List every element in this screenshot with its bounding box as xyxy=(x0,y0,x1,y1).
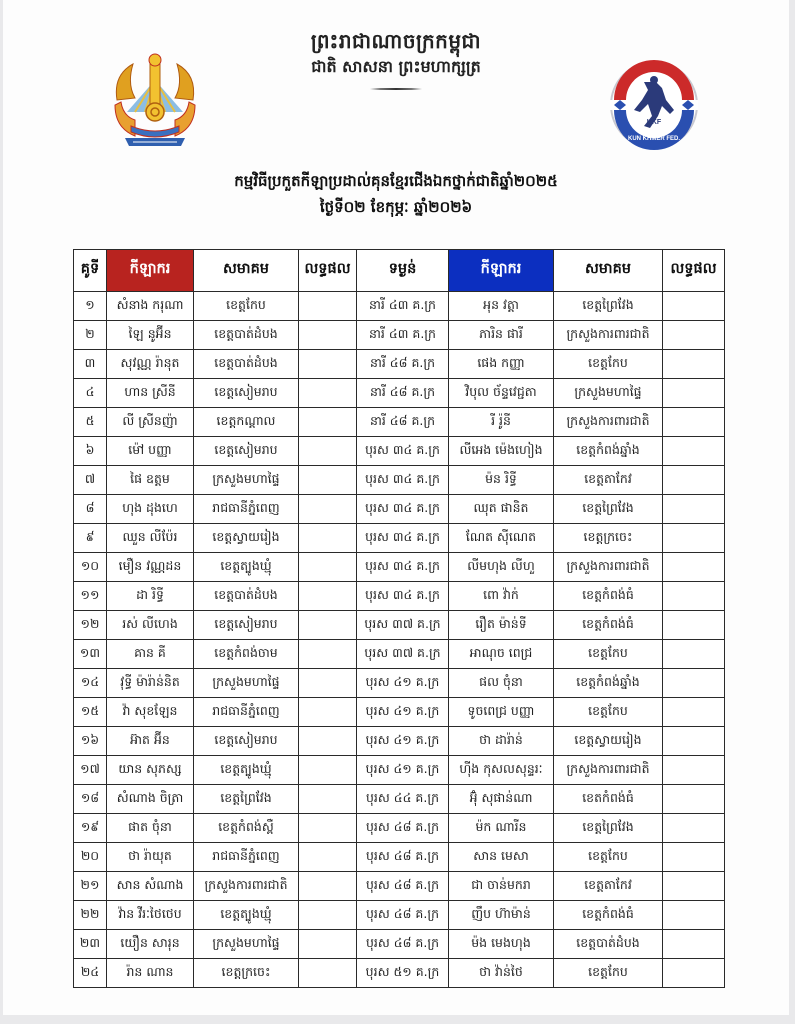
header-blue-fighter: កីឡាករ xyxy=(449,250,554,292)
blue-result xyxy=(663,785,725,814)
header-red-club: សមាគម xyxy=(194,250,299,292)
table-row xyxy=(74,321,725,350)
table-row xyxy=(74,727,725,756)
red-fighter: យាន សុភស្ស xyxy=(107,756,194,785)
blue-club: ខេត្តកែប xyxy=(554,959,663,988)
red-fighter: ដា រិទ្ធី xyxy=(107,582,194,611)
red-club: ខេត្តបាត់ដំបង xyxy=(194,321,299,350)
blue-result xyxy=(663,872,725,901)
blue-result xyxy=(663,495,725,524)
red-fighter: សុវណ្ណ រ៉ានុត xyxy=(107,350,194,379)
red-result xyxy=(299,495,357,524)
blue-club: ក្រសួងការពារជាតិ xyxy=(554,321,663,350)
blue-result xyxy=(663,959,725,988)
red-club: ខេត្តបាត់ដំបង xyxy=(194,350,299,379)
red-fighter: វ៉ា សុខឡែន xyxy=(107,698,194,727)
blue-fighter: ថា វ៉ាន់ថៃ xyxy=(449,959,554,988)
match-no: ២២ xyxy=(74,901,107,930)
red-result xyxy=(299,582,357,611)
table-row xyxy=(74,814,725,843)
weight-class: បុរស ៤៨ គ.ក្រ xyxy=(357,872,449,901)
red-fighter: មឿន វណ្ណដន xyxy=(107,553,194,582)
red-result xyxy=(299,901,357,930)
weight-class: បុរស ៣៧ គ.ក្រ xyxy=(357,640,449,669)
match-no: ១៨ xyxy=(74,785,107,814)
match-no: ១៦ xyxy=(74,727,107,756)
red-club: រាជធានីភ្នំពេញ xyxy=(194,843,299,872)
match-no: ២៤ xyxy=(74,959,107,988)
blue-fighter: ណែត ស៊ីណេត xyxy=(449,524,554,553)
blue-result xyxy=(663,437,725,466)
red-club: ខេត្តសៀមរាប xyxy=(194,727,299,756)
red-club: ខេត្តសៀមរាប xyxy=(194,611,299,640)
red-fighter: សាន សំណាង xyxy=(107,872,194,901)
red-result xyxy=(299,611,357,640)
weight-class: បុរស ៤១ គ.ក្រ xyxy=(357,698,449,727)
match-no: ១៣ xyxy=(74,640,107,669)
match-no: ៨ xyxy=(74,495,107,524)
red-club: ខេត្តកណ្ដាល xyxy=(194,408,299,437)
blue-result xyxy=(663,292,725,321)
blue-fighter: ភារិន ផារី xyxy=(449,321,554,350)
blue-fighter: ឈុត ផានិត xyxy=(449,495,554,524)
match-no: ៥ xyxy=(74,408,107,437)
match-no: ១០ xyxy=(74,553,107,582)
blue-fighter: ញឹប ហ៊ាម៉ាន់ xyxy=(449,901,554,930)
blue-club: ខេត្តព្រៃវែង xyxy=(554,814,663,843)
weight-class: បុរស ៤៨ គ.ក្រ xyxy=(357,843,449,872)
blue-fighter: ហ៊ីង កុសលសុន្ទរៈ xyxy=(449,756,554,785)
red-club: ក្រសួងមហាផ្ទៃ xyxy=(194,930,299,959)
table-row xyxy=(74,901,725,930)
table-row xyxy=(74,553,725,582)
weight-class: បុរស ៣៤ គ.ក្រ xyxy=(357,437,449,466)
red-fighter: សំណាង ចិត្រា xyxy=(107,785,194,814)
blue-result xyxy=(663,756,725,785)
header-red-result: លទ្ធផល xyxy=(299,250,357,292)
table-row xyxy=(74,466,725,495)
header-weight: ទម្ងន់ xyxy=(357,250,449,292)
table-row xyxy=(74,756,725,785)
match-no: ១១ xyxy=(74,582,107,611)
kingdom-heading: ព្រះរាជាណាចក្រកម្ពុជា xyxy=(310,29,482,53)
red-result xyxy=(299,669,357,698)
weight-class: បុរស ៣៤ គ.ក្រ xyxy=(357,582,449,611)
red-club: ខេត្តកំពង់ចាម xyxy=(194,640,299,669)
blue-club: ខេតកំពង់ធំ xyxy=(554,785,663,814)
red-club: ខេត្តត្បូងឃ្មុំ xyxy=(194,553,299,582)
red-fighter: រស់ លីហេង xyxy=(107,611,194,640)
table-row xyxy=(74,582,725,611)
blue-fighter: លីអេង ម៉េងហៀង xyxy=(449,437,554,466)
weight-class: បុរស ៣៤ គ.ក្រ xyxy=(357,466,449,495)
red-club: រាជធានីភ្នំពេញ xyxy=(194,698,299,727)
red-club: ខេត្តសៀមរាប xyxy=(194,437,299,466)
red-club: ខេត្តត្បូងឃ្មុំ xyxy=(194,901,299,930)
red-result xyxy=(299,930,357,959)
blue-result xyxy=(663,698,725,727)
weight-class: បុរស ៤៨ គ.ក្រ xyxy=(357,930,449,959)
blue-club: ខេត្តកែប xyxy=(554,843,663,872)
table-row xyxy=(74,379,725,408)
blue-club: ខេត្តតាកែវ xyxy=(554,872,663,901)
blue-fighter: សាន មេសា xyxy=(449,843,554,872)
weight-class: នារី ៤៨ គ.ក្រ xyxy=(357,379,449,408)
table-row xyxy=(74,959,725,988)
match-schedule-table xyxy=(73,249,725,988)
blue-fighter: អាណុច ពេជ្រ xyxy=(449,640,554,669)
red-result xyxy=(299,640,357,669)
red-club: ខេត្តបាត់ដំបង xyxy=(194,582,299,611)
match-no: ២៣ xyxy=(74,930,107,959)
match-no: ១៧ xyxy=(74,756,107,785)
blue-club: ខេត្តកំពង់ធំ xyxy=(554,582,663,611)
header-match-no: គូទី xyxy=(74,250,107,292)
weight-class: នារី ៤៨ គ.ក្រ xyxy=(357,350,449,379)
table-row xyxy=(74,640,725,669)
weight-class: បុរស ៤៨ គ.ក្រ xyxy=(357,901,449,930)
blue-fighter: រឿត ម៉ាន់ទី xyxy=(449,611,554,640)
match-no: ១៩ xyxy=(74,814,107,843)
red-fighter: ហាន ស្រីនី xyxy=(107,379,194,408)
red-club: ខេត្តកំពង់ស្ពឺ xyxy=(194,814,299,843)
blue-club: ខេត្តកំពង់ឆ្នាំង xyxy=(554,437,663,466)
table-row xyxy=(74,350,725,379)
match-no: ២១ xyxy=(74,872,107,901)
match-no: ៦ xyxy=(74,437,107,466)
blue-result xyxy=(663,408,725,437)
red-club: ខេត្តព្រៃវែង xyxy=(194,785,299,814)
red-club: ខេត្តកែប xyxy=(194,292,299,321)
red-club: ខេត្តត្បូងឃ្មុំ xyxy=(194,756,299,785)
blue-fighter: ផេង កញ្ញា xyxy=(449,350,554,379)
table-row xyxy=(74,785,725,814)
blue-fighter: លីមហុង លីហួ xyxy=(449,553,554,582)
weight-class: បុរស ៤១ គ.ក្រ xyxy=(357,727,449,756)
blue-result xyxy=(663,640,725,669)
blue-club: ខេត្តកំពង់ឆ្នាំង xyxy=(554,669,663,698)
table-row xyxy=(74,669,725,698)
blue-fighter: ម៉ន រិទ្ធី xyxy=(449,466,554,495)
svg-text:KUN KHMER FED.: KUN KHMER FED. xyxy=(628,136,680,142)
blue-club: ខេត្តបាត់ដំបង xyxy=(554,930,663,959)
red-fighter: គាន គី xyxy=(107,640,194,669)
weight-class: បុរស ៤១ គ.ក្រ xyxy=(357,756,449,785)
blue-club: ក្រសួងការពារជាតិ xyxy=(554,756,663,785)
blue-fighter: អ៊ុំ សុផាន់ណា xyxy=(449,785,554,814)
blue-club: ក្រសួងការពារជាតិ xyxy=(554,408,663,437)
blue-fighter: ទូចពេជ្រ បញ្ញា xyxy=(449,698,554,727)
blue-fighter: ថា ដារ៉ាន់ xyxy=(449,727,554,756)
red-fighter: ផៃ ឧត្តម xyxy=(107,466,194,495)
blue-club: ខេត្តស្វាយរៀង xyxy=(554,727,663,756)
red-fighter: អ៊ាត អ៊ីន xyxy=(107,727,194,756)
blue-result xyxy=(663,582,725,611)
blue-result xyxy=(663,466,725,495)
match-no: ១២ xyxy=(74,611,107,640)
blue-club: ខេត្តកែប xyxy=(554,698,663,727)
weight-class: បុរស ៣៤ គ.ក្រ xyxy=(357,553,449,582)
table-body xyxy=(74,292,725,988)
svg-text:KKF: KKF xyxy=(646,119,662,126)
red-fighter: យឿន សារុន xyxy=(107,930,194,959)
blue-result xyxy=(663,727,725,756)
red-club: ខេត្តស្វាយរៀង xyxy=(194,524,299,553)
red-fighter: លី ស្រីនញ៉ា xyxy=(107,408,194,437)
red-fighter: វ៉ាន វីរៈថៃថេប xyxy=(107,901,194,930)
match-no: ១៥ xyxy=(74,698,107,727)
table-row xyxy=(74,930,725,959)
match-no: ៤ xyxy=(74,379,107,408)
red-result xyxy=(299,872,357,901)
red-fighter: ថា រ៉ាយុត xyxy=(107,843,194,872)
blue-club: ខេត្តតាកែវ xyxy=(554,466,663,495)
red-result xyxy=(299,553,357,582)
match-no: ៧ xyxy=(74,466,107,495)
blue-result xyxy=(663,930,725,959)
blue-result xyxy=(663,321,725,350)
blue-fighter: អុន វត្តា xyxy=(449,292,554,321)
match-no: ២០ xyxy=(74,843,107,872)
blue-club: ខេត្តក្រចេះ xyxy=(554,524,663,553)
blue-club: ខេត្តកែប xyxy=(554,640,663,669)
red-fighter: រ៉ាន ណាន xyxy=(107,959,194,988)
table-row xyxy=(74,524,725,553)
table-row xyxy=(74,437,725,466)
red-fighter: ឡៃ នូអ៊ីន xyxy=(107,321,194,350)
match-no: ១៤ xyxy=(74,669,107,698)
match-no: ១ xyxy=(74,292,107,321)
red-result xyxy=(299,408,357,437)
red-result xyxy=(299,437,357,466)
match-no: ៣ xyxy=(74,350,107,379)
red-club: ក្រសួងមហាផ្ទៃ xyxy=(194,466,299,495)
blue-club: ខេត្តកំពង់ធំ xyxy=(554,611,663,640)
red-result xyxy=(299,814,357,843)
document-page xyxy=(3,0,789,1015)
blue-club: ខេត្តកំពង់ធំ xyxy=(554,901,663,930)
red-result xyxy=(299,379,357,408)
red-result xyxy=(299,466,357,495)
match-no: ៩ xyxy=(74,524,107,553)
red-result xyxy=(299,843,357,872)
red-result xyxy=(299,698,357,727)
blue-club: ក្រសួងការពារជាតិ xyxy=(554,553,663,582)
document-title: កម្មវិធីប្រកួតកីឡាប្រដាល់គុនខ្មែរជើងឯកថ្នាក់ជាតិឆ្នាំ២០២៥ xyxy=(234,172,558,190)
blue-result xyxy=(663,553,725,582)
blue-fighter: វិបុល ច័ន្ទវេជ្ជតា xyxy=(449,379,554,408)
weight-class: បុរស ៣៤ គ.ក្រ xyxy=(357,495,449,524)
red-result xyxy=(299,350,357,379)
blue-fighter: ជា ចាន់មករា xyxy=(449,872,554,901)
blue-club: ខេត្តព្រៃវែង xyxy=(554,495,663,524)
blue-club: ក្រសួងមហាផ្ទៃ xyxy=(554,379,663,408)
blue-result xyxy=(663,350,725,379)
blue-result xyxy=(663,814,725,843)
header-ornament-divider xyxy=(370,88,422,90)
header-blue-result: លទ្ធផល xyxy=(663,250,725,292)
match-no: ២ xyxy=(74,321,107,350)
blue-result xyxy=(663,611,725,640)
red-fighter: ឈួន លីប៉ែរ xyxy=(107,524,194,553)
weight-class: នារី ៤៣ គ.ក្រ xyxy=(357,292,449,321)
blue-club: ខេត្តព្រៃវែង xyxy=(554,292,663,321)
table-row xyxy=(74,495,725,524)
red-result xyxy=(299,524,357,553)
header-blue-club: សមាគម xyxy=(554,250,663,292)
table-row xyxy=(74,408,725,437)
blue-result xyxy=(663,669,725,698)
blue-fighter: ម៉ក ណារីន xyxy=(449,814,554,843)
document-date: ថ្ងៃទី០២ ខែកុម្ភៈ ឆ្នាំ២០២៦ xyxy=(319,198,473,216)
red-result xyxy=(299,321,357,350)
weight-class: បុរស ៥១ គ.ក្រ xyxy=(357,959,449,988)
blue-fighter: ពោ វ៉ាក់ xyxy=(449,582,554,611)
red-result xyxy=(299,292,357,321)
national-motto: ជាតិ សាសនា ព្រះមហាក្សត្រ xyxy=(311,57,481,76)
weight-class: បុរស ៤៨ គ.ក្រ xyxy=(357,814,449,843)
header-red-fighter: កីឡាករ xyxy=(107,250,194,292)
blue-result xyxy=(663,379,725,408)
red-result xyxy=(299,727,357,756)
blue-result xyxy=(663,524,725,553)
blue-result xyxy=(663,901,725,930)
weight-class: បុរស ៣៧ គ.ក្រ xyxy=(357,611,449,640)
blue-fighter: រី រ៉ូនី xyxy=(449,408,554,437)
blue-result xyxy=(663,843,725,872)
red-club: ក្រសួងការពារជាតិ xyxy=(194,872,299,901)
red-fighter: ហុង ដុងហេ xyxy=(107,495,194,524)
weight-class: នារី ៤៨ គ.ក្រ xyxy=(357,408,449,437)
red-fighter: ផាត ចុំនា xyxy=(107,814,194,843)
red-fighter: វុទ្ធី ម៉ារ៉ាន់និត xyxy=(107,669,194,698)
table-row xyxy=(74,698,725,727)
weight-class: បុរស ៤១ គ.ក្រ xyxy=(357,669,449,698)
table-row xyxy=(74,292,725,321)
table-header-row xyxy=(74,250,725,292)
weight-class: បុរស ៣៤ គ.ក្រ xyxy=(357,524,449,553)
blue-club: ខេត្តកែប xyxy=(554,350,663,379)
weight-class: នារី ៤៣ គ.ក្រ xyxy=(357,321,449,350)
red-fighter: ម៉ៅ បញ្ញា xyxy=(107,437,194,466)
red-club: រាជធានីភ្នំពេញ xyxy=(194,495,299,524)
blue-fighter: ផល ចុំនា xyxy=(449,669,554,698)
red-fighter: សំនាង ករុណា xyxy=(107,292,194,321)
table-row xyxy=(74,872,725,901)
weight-class: បុរស ៤៤ គ.ក្រ xyxy=(357,785,449,814)
blue-fighter: ម៉ង មេងហុង xyxy=(449,930,554,959)
table-row xyxy=(74,843,725,872)
red-result xyxy=(299,959,357,988)
red-result xyxy=(299,756,357,785)
red-club: ក្រសួងមហាផ្ទៃ xyxy=(194,669,299,698)
red-club: ខេត្តសៀមរាប xyxy=(194,379,299,408)
red-result xyxy=(299,785,357,814)
table-row xyxy=(74,611,725,640)
red-club: ខេត្តក្រចេះ xyxy=(194,959,299,988)
